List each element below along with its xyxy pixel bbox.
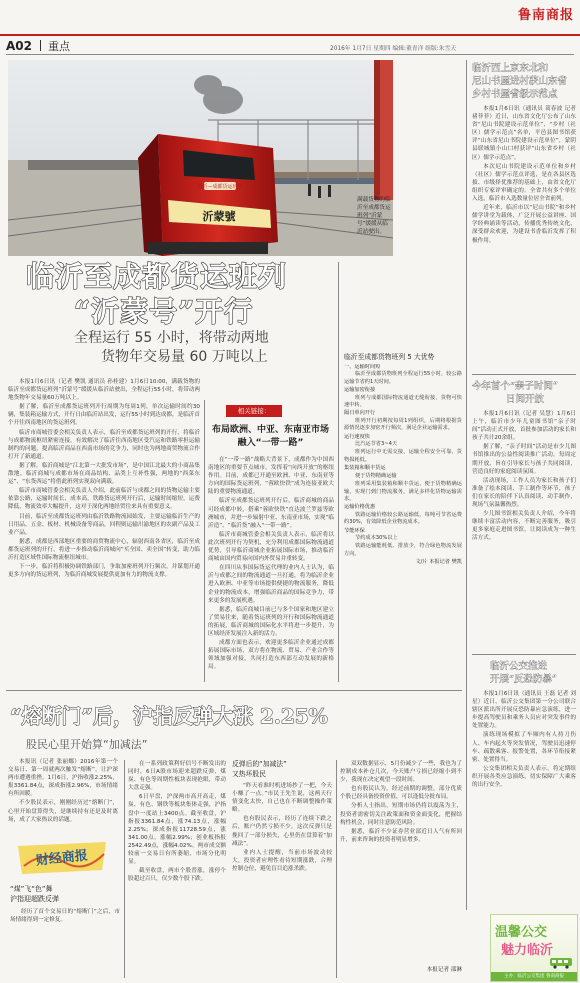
bottom-paragraph: 在一系列政策利好信号不断发出的同时，6日A股市场迎来超跌反弹，煤炭、有色等周期性板块表现抢眼，带动大盘走强。 <box>128 761 226 792</box>
bottom-col3-paragraph: 业内人士提醒，当前市场波动较大，投资者应理性看待短期涨跌，合理控制仓位，避免盲目追涨杀跌。 <box>232 849 332 872</box>
bottom-headline: “熔断门”后，沪指反弹大涨 2.25% <box>10 704 328 728</box>
bottom-col3-paragraph: “昨天看准时机进场抄了一把，今天小赚了一点。”市民王先生说，这两天行情变化太快，自己也在不断调整操作策略。 <box>232 783 332 814</box>
column-mid-paragraph: 活动现场，工作人员为家长和孩子们准备了绘本阅读、手工制作等环节，孩子们在家长的陪伴下认真阅读、动手制作，现场气氛温馨热烈。 <box>472 477 576 509</box>
main-paragraph: 下一步，临沂将积极协调铁路部门，争取加密班列开行频次，并谋划开通更多方向的货运班列，为临沂商城发展提供更加有力的物流支撑。 <box>8 564 200 579</box>
page-header <box>0 0 580 36</box>
related-title-2: 融入“一带一路” <box>237 438 304 448</box>
advantage-text: 班列采用集装箱和顺丰货运，便于货物精确运输，实现门到门物流服务，满足多样化货物运输需求。 <box>344 481 462 502</box>
main-paragraph: 据悉，成都是西部地区重要的商贸物流中心，辐射西南各省区，临沂至成都货运班列的开行，将进一步推动临沂商城向“买全国、卖全国”转变，助力临沂打造区域性国际物流枢纽城市。 <box>8 538 200 561</box>
bottom-credit: 本报记者 邵淋 <box>426 967 462 973</box>
dateline: 2016年 1月7日 星期四 编辑:董青洋 组版:朱雪天 <box>330 46 457 52</box>
advantage-head: 集装箱和顺丰货运 <box>344 465 386 472</box>
bus-promo-ad <box>490 914 578 982</box>
main-paragraph: 目前，临沂至成都货运班列由临沂铁路物流园始发，主要运输临沂生产的日用品、五金、板材、机械设备等商品，回程则运输川渝地区的农副产品及工业产品。 <box>8 513 200 536</box>
bottom-col3-title-1: 反弹后的“加减法” <box>232 760 287 768</box>
header-bottom-rule <box>6 54 574 55</box>
bus-icon <box>549 957 573 969</box>
finance-badge <box>14 840 110 876</box>
column-mid-paragraph: 据了解，“亲子时间”活动是市少儿图书馆推出的公益性阅读推广活动，每周定期开放，旨在引导家长与孩子共同阅读，营造良好的家庭阅读氛围。 <box>472 444 576 475</box>
bottom-side-title-1: “煤”飞“色”舞 <box>10 885 53 893</box>
related-paragraph: 在四川从事国际货运代理的业内人士认为，临沂与成都之间的物流通道一旦打通，将为临沂企业进入欧洲、中亚等市场提供便捷的物流服务，降低企业的物流成本，增强临沂商品的国际竞争力，带来更多的发展机遇。 <box>208 565 334 604</box>
advantage-text: 班列开行初期按每周1列组织，后期将根据货源情况逐步加密开行频次，满足企业运输需求。 <box>344 417 462 432</box>
bottom-col-rule-1 <box>124 760 125 978</box>
column-bottom-title-1: 临沂公交推进 <box>490 661 548 672</box>
related-paragraph: 临沂市商城管委会相关负责人表示，临沂将以此次班列开行为契机，充分利用成都国际物流通道优势，引导临沂商城企业拓展国际市场，推动临沂商城由国内贸易向国内外贸易并重转变。 <box>208 531 334 563</box>
bottom-side <box>10 884 120 964</box>
related-paragraph: 据悉，临沂商城目前已与多个国家和地区建立了贸易往来，随着货运班列的开行和国际物流通道的拓展，临沂商城的国际化水平将进一步提升，为区域经济发展注入新的活力。 <box>208 606 334 637</box>
column-top-title-2: 尼山书屋进村获山东省 <box>472 76 568 87</box>
bottom-story-col4 <box>340 760 462 974</box>
related-title-1: 布局欧洲、中亚、东南亚市场 <box>211 425 329 435</box>
related-body <box>208 456 334 684</box>
column-top-title-1: 临沂西上京东北和 <box>472 63 549 74</box>
plaque-text: 沂蒙號 <box>202 210 236 223</box>
advantage-head: 运输加密衔接 <box>344 387 376 394</box>
main-headline-1: 临沂至成都货运班列 <box>26 260 288 293</box>
column-mid-paragraph: 本报1月6日讯（记者 吴慧）1月6日上午，临沂市少年儿童图书馆“亲子时间”活动正式开放，首批参加活动的家长和孩子共计20余组。 <box>472 411 576 442</box>
advantage-text: 临沂至成都货物班列全程运行55小时，较公路运输节省约1天时间。 <box>344 371 462 385</box>
advantages-title: 临沂至成都货物班列 5 大优势 <box>344 353 435 361</box>
bottom-col4-paragraph: 据悉，临沂不少证券营业部近日人气有所回升，前来咨询的投资者明显增多。 <box>340 828 462 843</box>
column-mid-paragraph: 少儿图书馆相关负责人介绍，今年将继续丰富活动内容，不断完善服务，吸引更多家庭走进图书馆，让阅读成为一种生活方式。 <box>472 511 576 542</box>
bottom-subhead: 股民心里开始算“加减法” <box>26 738 148 751</box>
column-top <box>472 62 576 323</box>
bottom-story-intro <box>8 758 118 832</box>
advantage-text: 比汽运节省3~4天 <box>355 441 398 448</box>
advantage-text: 班列运行中无需交接，运输全程安全可靠，货物损耗低。 <box>344 449 462 463</box>
column-mid-title-1: 今年首个“亲子时间” <box>472 381 558 392</box>
bottom-paragraph: 不少股民表示，刚刚经历过“熔断门”，心里开始盘算得失，是继续持有还是及时离场，成了大家热议的话题。 <box>8 800 118 823</box>
bottom-paragraph: 本报讯（记者 张丽娜）2016年第一个交易日、第一周就两次触发“熔断”，让沪深两市遭遇重挫。1月6日，沪指收涨2.25%，报3361.84点，深成指涨2.96%，市场情绪有所回暖。 <box>8 759 118 798</box>
column-mid-title-2: 日间开放 <box>506 394 545 405</box>
main-subhead-2: 货物年交易量 60 万吨以上 <box>101 349 268 365</box>
column-top-paragraph: 本次尼山书院建设示范单位和乡村（社区）儒学示范点评选，是在各县区选拔、市级择优推荐的基础上，由省文化厅组织专家评审确定的。全省共有多个单位入选，临沂市入选数量位居全省前列。 <box>472 163 576 203</box>
bottom-col4-paragraph: 分析人士指出，短期市场仍将以震荡为主，投资者需密切关注政策面和资金面变化，把握结构性机会，同时注意防范风险。 <box>340 803 462 826</box>
column-top-paragraph: 近年来，临沂市以“尼山书院”和乡村儒学讲堂为载体，广泛开展公益讲座、国学经典诵读等活动，传播优秀传统文化，深受群众欢迎，为建设书香临沂发挥了积极作用。 <box>472 205 576 244</box>
column-bottom-paragraph: 本报1月6日讯（通讯员 王磊 记者 刘星）近日，临沂公交集团第一分公司联合辖区派出所开展反恐防暴应急演练，进一步提高驾驶员和乘务人员应对突发事件的处置能力。 <box>472 691 576 730</box>
column-top-paragraph: 本报1月6日讯（通讯员 蒿春波 记者 褚菲菲）近日，山东省文化厅公布了山东省“尼山书院建设示范单位”、“乡村（社区）儒学示范点”名单，平邑县图书馆获评“山东省尼山书院建设示范单位”，蒙阴县联城镇小山口村获评“山东省乡村（社区）儒学示范点”。 <box>472 106 576 161</box>
bottom-story-col3 <box>232 760 332 978</box>
bottom-side-title-2: 沪指迎超跌反弹 <box>10 895 59 903</box>
bottom-col4-paragraph: 也有股民认为，经过前期的调整，部分优质个股已经具备投资价值，可以逢低分批布局。 <box>340 786 462 801</box>
finance-badge-text: 财经商报 <box>35 848 89 869</box>
related-title <box>208 424 333 450</box>
main-story-body <box>8 378 200 684</box>
train-photo <box>8 60 393 256</box>
advantage-text: 班列与成都国际物流通道无缝衔接，货物可快速中转。 <box>344 394 462 409</box>
bottom-side-paragraph: 经历了首个交易日的“熔断门”之后，市场情绪得到一定修复。 <box>10 909 120 924</box>
bottom-story-rule <box>6 690 462 691</box>
bottom-paragraph: 截至收盘，两市个股普涨，涨停个股超过百只，仅少数个股下跌。 <box>128 868 226 883</box>
section-label <box>6 38 70 54</box>
banner-text: 临沂—成都货运班列 <box>197 184 243 190</box>
advantage-head: 运行速度快 <box>344 433 370 440</box>
advantages-box <box>344 352 462 684</box>
advantages-credit: 文/片 本报记者 樊凯 <box>415 559 462 566</box>
column-bottom <box>472 660 576 912</box>
advantage-text: 便于货物精确运输 <box>355 472 397 479</box>
masthead-logo: 鲁南商报 <box>517 8 574 23</box>
bottom-col3-paragraph: 也有股民表示，经历了连续下跌之后，账户仍然亏损不少，这次反弹只是挽回了一部分损失，心里仍在盘算着“加减法”。 <box>232 816 332 847</box>
finance-badge-art <box>14 840 110 876</box>
related-paragraph: 临沂至成都货运班列开行后，临沂商城的商品可经成都中转，搭乘“蓉欧快铁”直达波兰罗兹等欧洲城市，并进一步辐射中亚、东南亚市场，实现“临沂造”、“临沂货”融入“一带一路”。 <box>208 498 334 529</box>
bottom-col4-paragraph: 双双数据显示，5月份减少了一些，我也为了控制成本补仓几次，今天账户亏损已经缩小到不少，我现在决定观望一段时间。 <box>340 761 462 784</box>
related-paragraph: 在“一带一路”战略大背景下，成都作为中国西南地区的重要节点城市，发挥着“向西开放”的枢纽作用。目前，成都已开通至欧洲、中亚、东南亚等方向的国际货运班列，“蓉欧快铁”成为连接亚欧大陆的重要物流通道。 <box>208 457 334 496</box>
related-paragraph: 成都方面也表示，欢迎更多临沂企业通过成都拓展国际市场，双方将在物流、贸易、产业合作等领域加强对接，共同打造东西部互动发展的新格局。 <box>208 640 334 671</box>
advantage-head: 节能环保 <box>344 527 365 534</box>
column-top-divider <box>472 374 576 375</box>
bottom-paragraph: 6日早盘，沪深两市高开高走，煤炭、有色、钢铁等板块集体走强，沪指盘中一度站上3400点。截至收盘，沪指报3361.84点，涨74.13点，涨幅2.25%；深成指报11728.59点，涨341.00点，涨幅2.99%；创业板指报2542.49点，涨幅4.02%。两市成交额较前一交易日有所萎缩，市场分化明显。 <box>128 794 226 866</box>
main-paragraph: 临沂市商城管委会相关负责人表示，临沂至成都货运班列的开行，将临沂与成都物流枢纽紧密连接，有效解决了临沂往西南地区受汽运和铁路零担运输制约的问题，提高临沂商品在西南市场的竞争力，同时也为两地商贸物流合作打开了新通道。 <box>8 429 200 460</box>
advantage-text: 节约成本30%以上 <box>355 534 398 541</box>
related-tag: 相关链接： <box>226 405 282 417</box>
advantage-head: 运输价格优惠 <box>344 504 376 511</box>
section-divider <box>40 40 41 51</box>
column-bottom-title-2: 开展“反恐防暴” <box>490 674 557 685</box>
main-paragraph: 本报1月6日讯（记者 樊凯 通讯员 孙桂建）1月6日10:00，满载货物的临沂至成都货运班列“沂蒙号”缓缓从临沂站驶出，全程运行55小时，将带动两地货物年交易量60万吨以上。 <box>8 379 200 402</box>
train-photo-illustration <box>8 60 393 256</box>
col-rule-1 <box>338 262 339 682</box>
advantage-head: 隔日单向开行 <box>344 410 376 417</box>
photo-caption: 满载货物的临沂至成都货运班列“沂蒙号”缓缓从临沂站驶出。 <box>357 197 391 235</box>
bottom-col-rule-2 <box>336 760 337 978</box>
advantage-text: 铁路运输能耗低、排放少，符合绿色物流发展方向。 <box>344 543 462 557</box>
column-bottom-paragraph: 演练现场模拟了车厢内有人持刀伤人、车内起火等突发情况，驾驶员迅速停车、疏散乘客、报警处置，各环节衔接紧密、处置得当。 <box>472 732 576 763</box>
main-subhead-1: 全程运行 55 小时，将带动两地 <box>74 330 269 346</box>
main-headline-2: “沂蒙号”开行 <box>74 295 254 328</box>
col-rule-2 <box>466 60 467 910</box>
main-paragraph: 据了解，临沂商城是“江北第一大批发市场”，是中国江北最大的小商品集散地。临沂商城与成都市场在商品结构、品类上互补性强，两地的“西菜东运”、“东货西运”将借此班列实现双向满载。 <box>8 462 200 486</box>
main-paragraph: 据了解，临沂至成都货运班列开行周期为每周1列，单次运输时间约30辆，集装箱运输方式，开行日由临沂站出发，运行55小时到达成都，是临沂首个开往西南地区的货运班列。 <box>8 404 200 427</box>
bottom-story-col2 <box>128 760 226 978</box>
column-mid-divider <box>472 654 576 655</box>
promo-line-2: 魅力临沂 <box>501 943 554 958</box>
header-rule <box>0 34 580 36</box>
column-mid <box>472 380 576 656</box>
col-rule-3 <box>204 400 205 682</box>
page-code: A02 <box>6 39 32 53</box>
promo-sponsor: 主办：临沂公交集团 鲁南商报 <box>491 972 577 981</box>
advantage-head: 一、运输时间短 <box>344 364 381 370</box>
column-top-title-3: 乡村书屋省级示范点 <box>472 89 558 100</box>
bottom-col3-title-2: 又热坏股民 <box>232 769 266 778</box>
promo-line-1: 温馨公交 <box>495 925 548 940</box>
column-bottom-paragraph: 公交集团相关负责人表示，将定期组织开展各类应急演练，切实保障广大乘客的出行安全。 <box>472 765 576 789</box>
section-name: 重点 <box>48 40 70 53</box>
advantage-text: 铁路运输价格较公路运输低，每吨可节省运费约30%，有效降低企业物流成本。 <box>344 511 462 526</box>
main-paragraph: 临沂市商城管委会相关负责人介绍，此前临沂与成都之间的货物运输主要依靠公路，运输时间长、成本高，铁路货运班列开行后，运输时间缩短，运费降低，物流效率大幅提升，这对于深化两地经贸往来具有重要意义。 <box>8 488 200 511</box>
